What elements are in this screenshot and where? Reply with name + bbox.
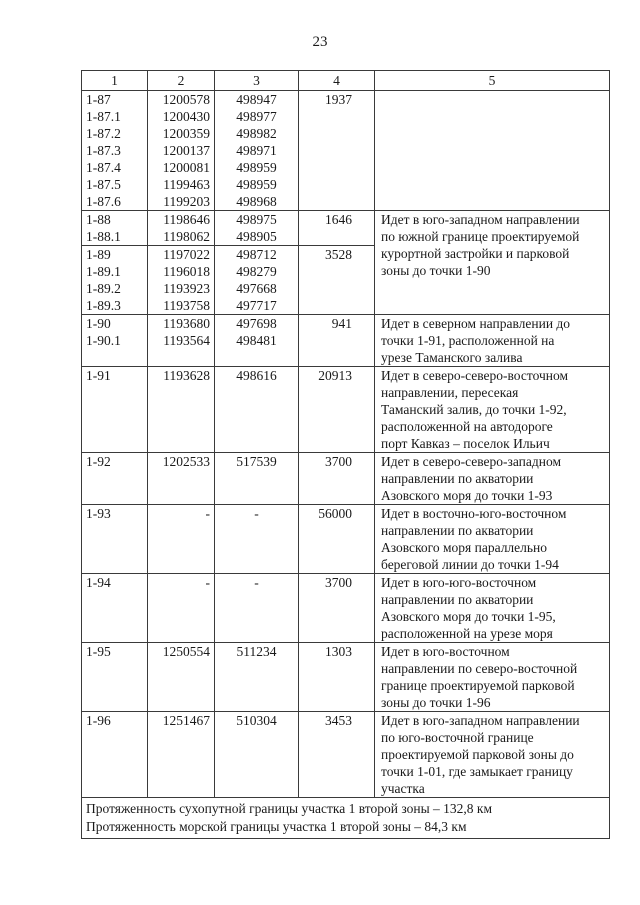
point-id-cell xyxy=(82,453,148,505)
x-coordinate: 1202533 xyxy=(162,454,210,469)
point-id: 1-88 xyxy=(86,212,111,227)
description-line: по южной границе проектируемой xyxy=(381,229,580,244)
table-row xyxy=(82,643,610,712)
table-row xyxy=(82,505,610,574)
x-coordinate: 1200081 xyxy=(162,160,210,175)
description-line: курортной застройки и парковой xyxy=(381,246,570,261)
description-line: участка xyxy=(381,781,425,796)
description-line: Таманский залив, до точки 1-92, xyxy=(381,402,567,417)
point-id: 1-89.3 xyxy=(86,298,121,313)
length-cell xyxy=(299,453,375,505)
description-line: Идет в северном направлении до xyxy=(381,316,571,331)
page-number: 23 xyxy=(312,34,328,50)
table-row xyxy=(82,712,610,798)
description-line: границе проектируемой парковой xyxy=(381,678,575,693)
y-coordinate: 498905 xyxy=(236,229,277,244)
description-cell xyxy=(375,712,610,798)
y-coordinate: 498712 xyxy=(236,247,277,262)
point-id: 1-92 xyxy=(86,454,111,469)
x-coordinate: - xyxy=(205,575,210,590)
point-id: 1-96 xyxy=(86,713,111,728)
description-line: береговой линии до точки 1-94 xyxy=(381,557,559,572)
length-cell xyxy=(299,246,375,315)
x-coordinate: 1196018 xyxy=(163,264,210,279)
x-coordinate: 1200430 xyxy=(162,109,210,124)
y-coordinate: 498959 xyxy=(236,160,277,175)
description-line: Азовского моря параллельно xyxy=(381,540,548,555)
y-coordinate: 498968 xyxy=(236,194,277,209)
x-coordinate: 1199463 xyxy=(163,177,210,192)
x-coordinate: 1197022 xyxy=(163,247,210,262)
y-coordinate: 511234 xyxy=(236,644,277,659)
description-cell xyxy=(375,574,610,643)
y-coordinate: 510304 xyxy=(236,713,277,728)
y-coordinate: 498977 xyxy=(236,109,277,124)
header-col-4: 4 xyxy=(299,71,375,91)
y-coordinate: 498975 xyxy=(236,212,277,227)
table-row xyxy=(82,91,610,211)
x-coordinate: 1193680 xyxy=(163,316,210,331)
table-row xyxy=(82,367,610,453)
segment-length: 1646 xyxy=(325,212,352,227)
y-coord-cell xyxy=(215,643,299,712)
x-coord-cell xyxy=(148,643,215,712)
x-coord-cell xyxy=(148,712,215,798)
y-coordinate: 498971 xyxy=(236,143,277,158)
y-coordinate: 498947 xyxy=(236,92,277,107)
x-coordinate: 1193923 xyxy=(163,281,210,296)
x-coord-cell xyxy=(148,505,215,574)
description-cell xyxy=(375,367,610,453)
point-id: 1-87.4 xyxy=(86,160,121,175)
x-coordinate: 1251467 xyxy=(162,713,210,728)
point-id: 1-87.2 xyxy=(86,126,121,141)
segment-length: 3700 xyxy=(325,575,352,590)
point-id: 1-87.3 xyxy=(86,143,121,158)
description-line: по юго-восточной границе xyxy=(381,730,534,745)
length-cell xyxy=(299,367,375,453)
description-line: точки 1-91, расположенной на xyxy=(381,333,555,348)
point-id: 1-91 xyxy=(86,368,111,383)
point-id: 1-89.2 xyxy=(86,281,121,296)
point-id: 1-88.1 xyxy=(86,229,121,244)
description-cell xyxy=(375,453,610,505)
description-line: направлении по акватории xyxy=(381,471,534,486)
description-line: проектируемой парковой зоны до xyxy=(381,747,574,762)
x-coord-cell xyxy=(148,91,215,211)
description-line: Азовского моря до точки 1-95, xyxy=(381,609,556,624)
description-line: точки 1-01, где замыкает границу xyxy=(381,764,573,779)
point-id: 1-87.1 xyxy=(86,109,121,124)
x-coord-cell xyxy=(148,367,215,453)
segment-length: 941 xyxy=(331,316,352,331)
point-id-cell xyxy=(82,211,148,246)
y-coordinate: 498959 xyxy=(236,177,277,192)
length-cell xyxy=(299,505,375,574)
x-coord-cell xyxy=(148,574,215,643)
footer-row xyxy=(82,798,610,839)
y-coordinate: 517539 xyxy=(236,454,277,469)
description-line: зоны до точки 1-90 xyxy=(381,263,491,278)
description-line: расположенной на урезе моря xyxy=(381,626,553,641)
description-line: Идет в юго-западном направлении xyxy=(381,713,580,728)
table-row xyxy=(82,315,610,367)
point-id: 1-90.1 xyxy=(86,333,121,348)
description-line: Идет в юго-восточном xyxy=(381,644,510,659)
description-line: урезе Таманского залива xyxy=(381,350,523,365)
boundary-table xyxy=(81,70,610,839)
y-coord-cell xyxy=(215,246,299,315)
point-id-cell xyxy=(82,643,148,712)
description-line: направлении по акватории xyxy=(381,592,534,607)
description-cell xyxy=(375,505,610,574)
x-coordinate: 1198062 xyxy=(163,229,210,244)
description-line: Идет в северо-северо-восточном xyxy=(381,368,569,383)
x-coord-cell xyxy=(148,315,215,367)
point-id: 1-93 xyxy=(86,506,111,521)
point-id: 1-89 xyxy=(86,247,111,262)
x-coord-cell xyxy=(148,453,215,505)
y-coordinate: 498616 xyxy=(236,368,277,383)
description-line: Идет в северо-северо-западном xyxy=(381,454,561,469)
x-coord-cell xyxy=(148,211,215,246)
y-coord-cell xyxy=(215,367,299,453)
y-coordinate: 497668 xyxy=(236,281,277,296)
y-coord-cell xyxy=(215,712,299,798)
point-id: 1-94 xyxy=(86,575,111,590)
x-coordinate: 1250554 xyxy=(162,644,210,659)
y-coordinate: 497717 xyxy=(236,298,277,313)
y-coord-cell xyxy=(215,91,299,211)
description-line: направлении, пересекая xyxy=(381,385,519,400)
segment-length: 3528 xyxy=(325,247,352,262)
x-coordinate: 1193564 xyxy=(163,333,210,348)
table-row xyxy=(82,211,610,246)
y-coord-cell xyxy=(215,505,299,574)
header-col-2: 2 xyxy=(148,71,215,91)
sea-boundary-length: Протяженность морской границы участка 1 второй зоны – 84,3 км xyxy=(86,819,467,834)
point-id-cell xyxy=(82,367,148,453)
x-coordinate: 1200359 xyxy=(162,126,210,141)
point-id-cell xyxy=(82,91,148,211)
segment-length: 1937 xyxy=(325,92,352,107)
point-id: 1-87 xyxy=(86,92,111,107)
x-coordinate: 1200137 xyxy=(162,143,210,158)
point-id-cell xyxy=(82,712,148,798)
table-row xyxy=(82,453,610,505)
description-line: зоны до точки 1-96 xyxy=(381,695,491,710)
y-coord-cell xyxy=(215,453,299,505)
description-line: Азовского моря до точки 1-93 xyxy=(381,488,553,503)
point-id: 1-95 xyxy=(86,644,111,659)
point-id: 1-87.6 xyxy=(86,194,121,209)
description-line: направлении по акватории xyxy=(381,523,534,538)
y-coord-cell xyxy=(215,574,299,643)
header-col-1: 1 xyxy=(82,71,148,91)
x-coordinate: 1193628 xyxy=(163,368,210,383)
description-line: Идет в юго-западном направлении xyxy=(381,212,580,227)
point-id: 1-89.1 xyxy=(86,264,121,279)
description-line: порт Кавказ – поселок Ильич xyxy=(381,436,550,451)
description-line: Идет в восточно-юго-восточном xyxy=(381,506,567,521)
length-cell xyxy=(299,643,375,712)
segment-length: 20913 xyxy=(318,368,352,383)
footer-cell xyxy=(82,798,610,839)
y-coordinate: 498481 xyxy=(236,333,277,348)
length-cell xyxy=(299,712,375,798)
point-id-cell xyxy=(82,574,148,643)
description-line: направлении по северо-восточной xyxy=(381,661,578,676)
point-id: 1-90 xyxy=(86,316,111,331)
segment-length: 3700 xyxy=(325,454,352,469)
segment-length: 1303 xyxy=(325,644,352,659)
y-coordinate: 497698 xyxy=(236,316,277,331)
length-cell xyxy=(299,574,375,643)
length-cell xyxy=(299,211,375,246)
description-cell xyxy=(375,643,610,712)
segment-length: 56000 xyxy=(318,506,352,521)
y-coord-cell xyxy=(215,211,299,246)
table-row xyxy=(82,574,610,643)
land-boundary-length: Протяженность сухопутной границы участка 1 второй зоны – 132,8 км xyxy=(86,801,493,816)
y-coordinate: 498279 xyxy=(236,264,277,279)
y-coord-cell xyxy=(215,315,299,367)
x-coordinate: 1199203 xyxy=(163,194,210,209)
description-cell xyxy=(375,91,610,211)
length-cell xyxy=(299,91,375,211)
point-id-cell xyxy=(82,246,148,315)
segment-length: 3453 xyxy=(325,713,352,728)
x-coordinate: 1193758 xyxy=(163,298,210,313)
y-coordinate: 498982 xyxy=(236,126,277,141)
header-col-5: 5 xyxy=(375,71,610,91)
y-coordinate: - xyxy=(254,575,259,590)
point-id-cell xyxy=(82,315,148,367)
y-coordinate: - xyxy=(254,506,259,521)
description-line: расположенной на автодороге xyxy=(381,419,553,434)
description-line: Идет в юго-юго-восточном xyxy=(381,575,537,590)
x-coordinate: 1198646 xyxy=(163,212,210,227)
header-row xyxy=(82,71,610,91)
length-cell xyxy=(299,315,375,367)
point-id: 1-87.5 xyxy=(86,177,121,192)
x-coord-cell xyxy=(148,246,215,315)
description-cell xyxy=(375,211,610,315)
header-col-3: 3 xyxy=(215,71,299,91)
description-cell xyxy=(375,315,610,367)
point-id-cell xyxy=(82,505,148,574)
x-coordinate: 1200578 xyxy=(162,92,210,107)
x-coordinate: - xyxy=(205,506,210,521)
